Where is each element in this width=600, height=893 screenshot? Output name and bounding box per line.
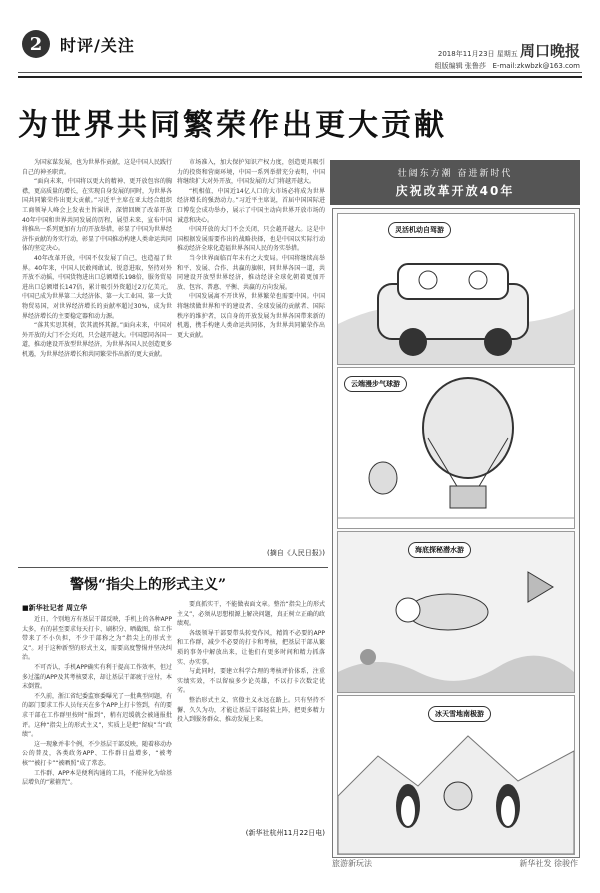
paragraph: 各级领导干部要带头转变作风，精简不必要的APP和工作群，减少不必要的打卡和考核，把基层干部从繁琐的事务中解放出来，让他们有更多时间和精力抓落实、办实事。 [177,629,325,666]
comic-panel-diving [337,531,575,693]
main-article-col1 [22,158,172,563]
comic-panel-roadtrip [337,213,575,365]
paragraph: 不可否认，手机APP确实有利于提高工作效率，但过多过滥的APP及其考核要求，却让基层干部疲于应付，本末倒置。 [22,663,172,691]
byline: ■新华社记者 周立华 [22,604,88,612]
paragraph: “机相值，中国近14亿人口的大市场必将成为世界经济增长的强劲动力。”习近平主席说，首届中国国际进口博览会成功举办，展示了中国主动向世界开放市场的诚意和决心。 [177,187,325,224]
paragraph: 为国家谋发展，也为世界作贡献，这是中国人民践行自己的神圣职责。 [22,159,172,176]
article-divider [18,567,328,568]
paragraph: “面向未来，中国将以更大的精神、更开放包容的胸襟，更高质量的增长，在实现自身发展的同时，为世界各国共同繁荣作出更大贡献。”习近平主席在亚太经合组织工商领导人峰会上发表主旨演讲，深情回顾了改革开放40年中国和世界共同发展的历程，展望未来，宣布中国将推出一系列更加有力的开放举措，彰显了中国为世界经济作贡献的务实行动，彰显了中国推动构建人类命运共同体的坚定决心。 [22,178,172,253]
second-headline: 警惕“指尖上的形式主义” [70,577,227,593]
anniversary-banner [330,160,580,205]
comic-panel-balloon [337,367,575,529]
second-article-col1 [22,615,172,865]
paragraph: 40年改革开放，中国不仅发展了自己，也造福了世界。40年来，中国人民敢闯敢试、锐意进取，坚持对外开放不动摇，中国货物进出口总额增长198倍，服务贸易进出口总额增长147倍，累计吸引外资超过2万亿美元，中国已成为世界第二大经济体、第一大工业国、第一大货物贸易国，对世界经济增长的贡献率超过30%，成为世界经济增长的主要稳定器和动力源。 [22,254,172,320]
page-number: 2 [22,30,50,58]
comic-strip [332,208,580,858]
paragraph: 中国开放的大门不会关闭，只会越开越大。这是中国根据发展需要作出的战略抉择，也是中国以实际行动推动经济全球化造福世界各国人民的务实举措。 [177,226,325,253]
paragraph: 不久前，浙江省纪委监察委曝光了一批典型问题，有的部门要求工作人员每天在多个APP上打卡签到，有的要求干部在工作群里按时“报到”，稍有迟缓就会被通报批评。这种“指尖上的形式主义”，实质上是把“留痕”当“政绩”。 [22,692,172,739]
balloon-illustration [338,368,574,528]
car-illustration [338,214,574,364]
paragraph: 整治形式主义、官僚主义永远在路上。只有坚持不懈、久久为功，才能让基层干部轻装上阵，把更多精力投入到服务群众、推动发展上来。 [177,696,325,724]
paragraph: 当今世界面临百年未有之大变局。中国将继续高举和平、发展、合作、共赢的旗帜，同世界各国一道，共同建设开放型世界经济，推动经济全球化朝着更加开放、包容、普惠、平衡、共赢的方向发展。 [177,254,325,291]
second-article-credit: (新华社杭州11月22日电) [245,829,325,837]
banner-line1: 壮阔东方潮 奋进新时代 [397,169,513,179]
banner-line2: 庆祝改革开放40年 [395,184,515,198]
editor-line: 组版编辑 张鲁莎 [434,62,486,70]
header-info [435,40,580,71]
paragraph: 近日，个别地方有基层干部反映，手机上的各种APP太多，有的甚至要求每天打卡、刷积分、晒截图，给工作带来了不小负担，不少干部称之为“指尖上的形式主义”。对于这种新型的形式主义，需要高度警惕并坚决纠治。 [22,616,172,662]
header-rule [18,72,582,73]
paragraph: 中国发展离不开世界，世界繁荣也需要中国。中国将继续做世界和平的建设者、全球发展的贡献者、国际秩序的维护者，以自身的开放发展为世界各国带来新的机遇，携手构建人类命运共同体，为世界共同繁荣作出更大贡献。 [177,293,325,339]
email: E-mail:zkwbzk@163.com [492,62,580,70]
panel-caption: 冰天雪地南极游 [428,706,491,722]
page-header [22,30,135,58]
section-title: 时评/关注 [60,35,135,55]
paragraph: 要真抓实干，不能做表面文章。整治“指尖上的形式主义”，必须从思想根源上解决问题，真正树立正确的政绩观。 [177,601,325,628]
comic-panel-antarctica [337,695,575,855]
panel-caption: 云端漫步气球游 [344,376,407,392]
comic-title: 旅游新玩法 [332,859,372,868]
paragraph: 工作群、APP本是便利沟通的工具，不能异化为给基层增负的“紧箍咒”。 [22,769,172,787]
paragraph: “落其实思其树，饮其流怀其源。”面向未来，中国对外开放的大门不会关闭，只会越开越大。中国愿同各国一道，推动建设开放型世界经济，为世界各国人民创造更多机遇，为世界经济增长和共同繁荣作出新的更大贡献。 [22,322,172,358]
main-headline: 为世界共同繁荣作出更大贡献 [18,108,447,143]
paragraph: 与此同时，要建立科学合理的考核评价体系，注重实绩实效，不以留痕多少论英雄，不以打卡次数定优劣。 [177,668,325,695]
date-line: 2018年11月23日 星期五 [437,50,518,58]
second-article-col2 [177,600,325,825]
main-article-credit: (摘自《人民日报》) [267,549,325,557]
panel-caption: 海底探秘潜水游 [408,542,471,558]
main-article-col2 [177,158,325,548]
panel-caption: 灵活机动自驾游 [388,222,451,238]
paragraph: 市场准入，加大保护知识产权力度，创造更具吸引力的投资和营商环境，中国一系列举措充分表明，中国将继续扩大对外开放，中国发展的大门将越开越大。 [177,159,325,186]
header-rule-thick [18,76,582,78]
comic-footer [332,858,578,869]
comic-credit: 新华社发 徐骏作 [519,859,578,868]
paper-name: 周口晚报 [519,42,580,60]
paragraph: 这一现象并非个例，不少基层干部反映，随着移动办公的普及，各类政务APP、工作群日益增多，“被考核”“被打卡”“被晒照”成了常态。 [22,740,172,767]
